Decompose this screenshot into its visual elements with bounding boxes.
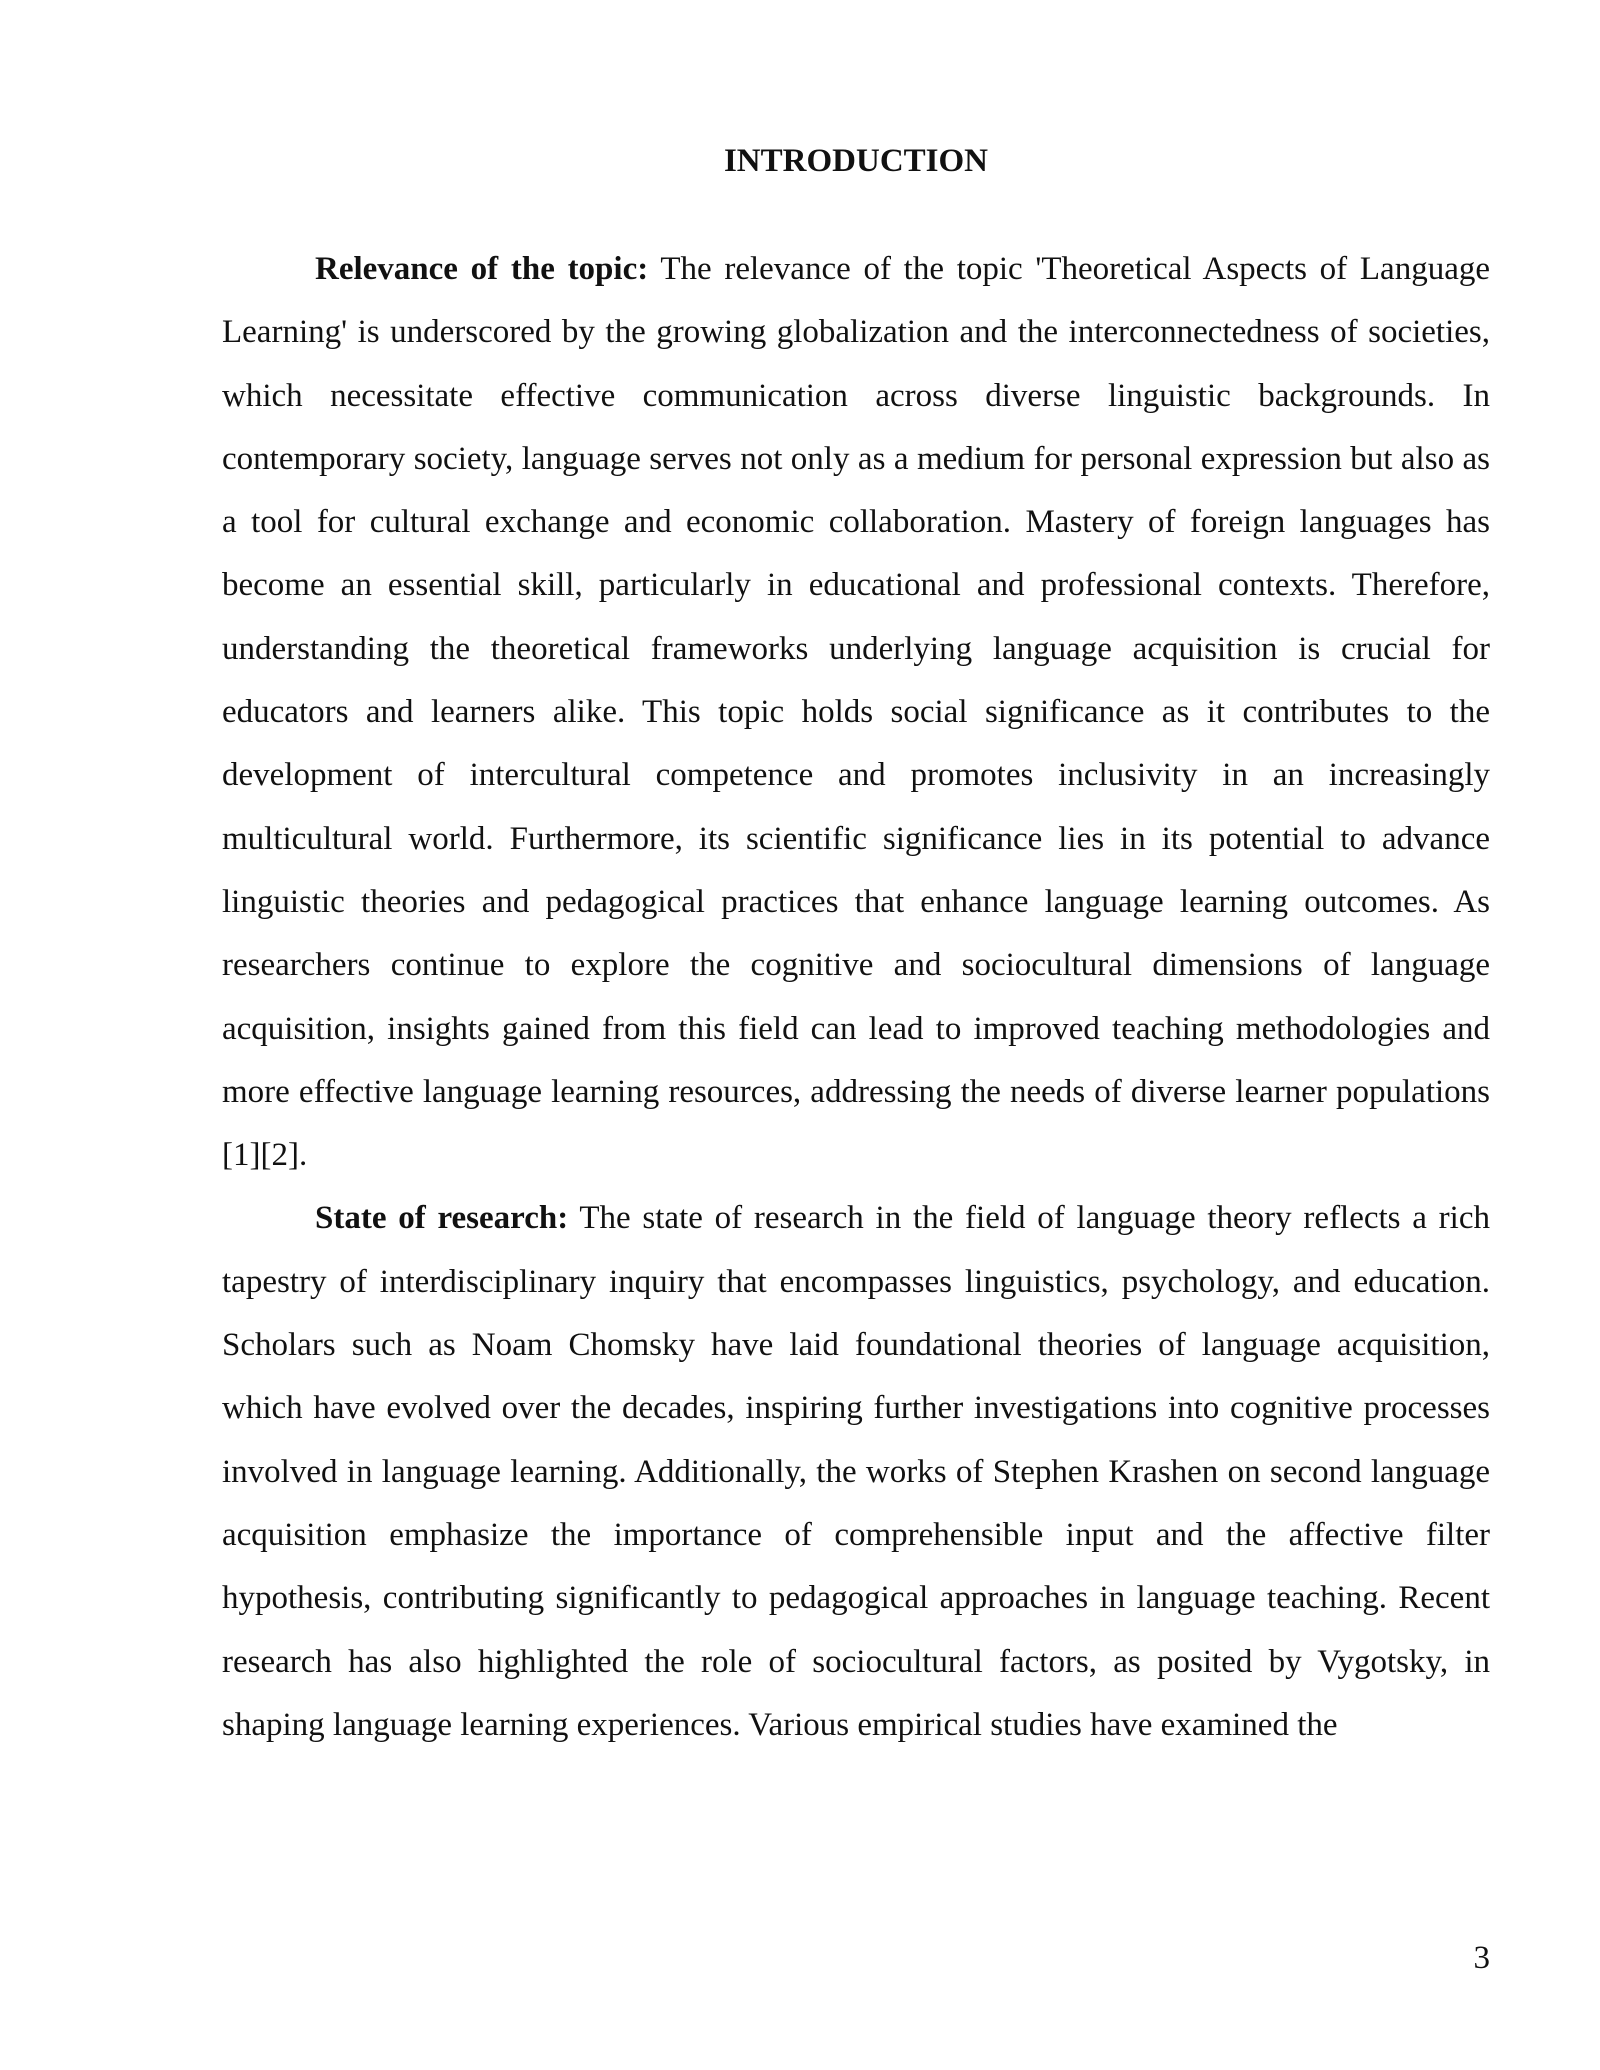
paragraph-text: The relevance of the topic 'Theoretical Aspects of Language Learning' is underscored by the growing globalization and the interconnectedness of societies, which necessitate effective communication across diverse linguistic backgrounds. In contemporary society, language serves not only as a medium for personal expression but also as a tool for cultural exchange and economic collaboration. Mastery of foreign languages has become an essential skill, particularly in educational and professional contexts. Therefore, understanding the theoretical frameworks underlying language acquisition is crucial for educators and learners alike. This topic holds social significance as it contributes to the development of intercultural competence and promotes inclusivity in an increasingly multicultural world. Furthermore, its scientific significance lies in its potential to advance linguistic theories and pedagogical practices that enhance language learning outcomes. As researchers continue to explore the cognitive and sociocultural dimensions of language acquisition, insights gained from this field can lead to improved teaching methodologies and more effective language learning resources, addressing the needs of diverse learner populations [1][2]. [222, 251, 1490, 1174]
body-text [222, 238, 1490, 1757]
paragraph-text: The state of research in the field of language theory reflects a rich tapestry of interdisciplinary inquiry that encompasses linguistics, psychology, and education. Scholars such as Noam Chomsky have laid foundational theories of language acquisition, which have evolved over the decades, inspiring further investigations into cognitive processes involved in language learning. Additionally, the works of Stephen Krashen on second language acquisition emphasize the importance of comprehensible input and the affective filter hypothesis, contributing significantly to pedagogical approaches in language teaching. Recent research has also highlighted the role of sociocultural factors, as posited by Vygotsky, in shaping language learning experiences. Various empirical studies have examined the [222, 1200, 1490, 1743]
paragraph-state-of-research [222, 1187, 1490, 1757]
page-number: 3 [1473, 1940, 1490, 1976]
paragraph-lead: State of research: [315, 1200, 569, 1237]
page-title: INTRODUCTION [723, 143, 989, 179]
paragraph-relevance [222, 238, 1490, 1187]
paragraph-lead: Relevance of the topic: [315, 251, 649, 287]
